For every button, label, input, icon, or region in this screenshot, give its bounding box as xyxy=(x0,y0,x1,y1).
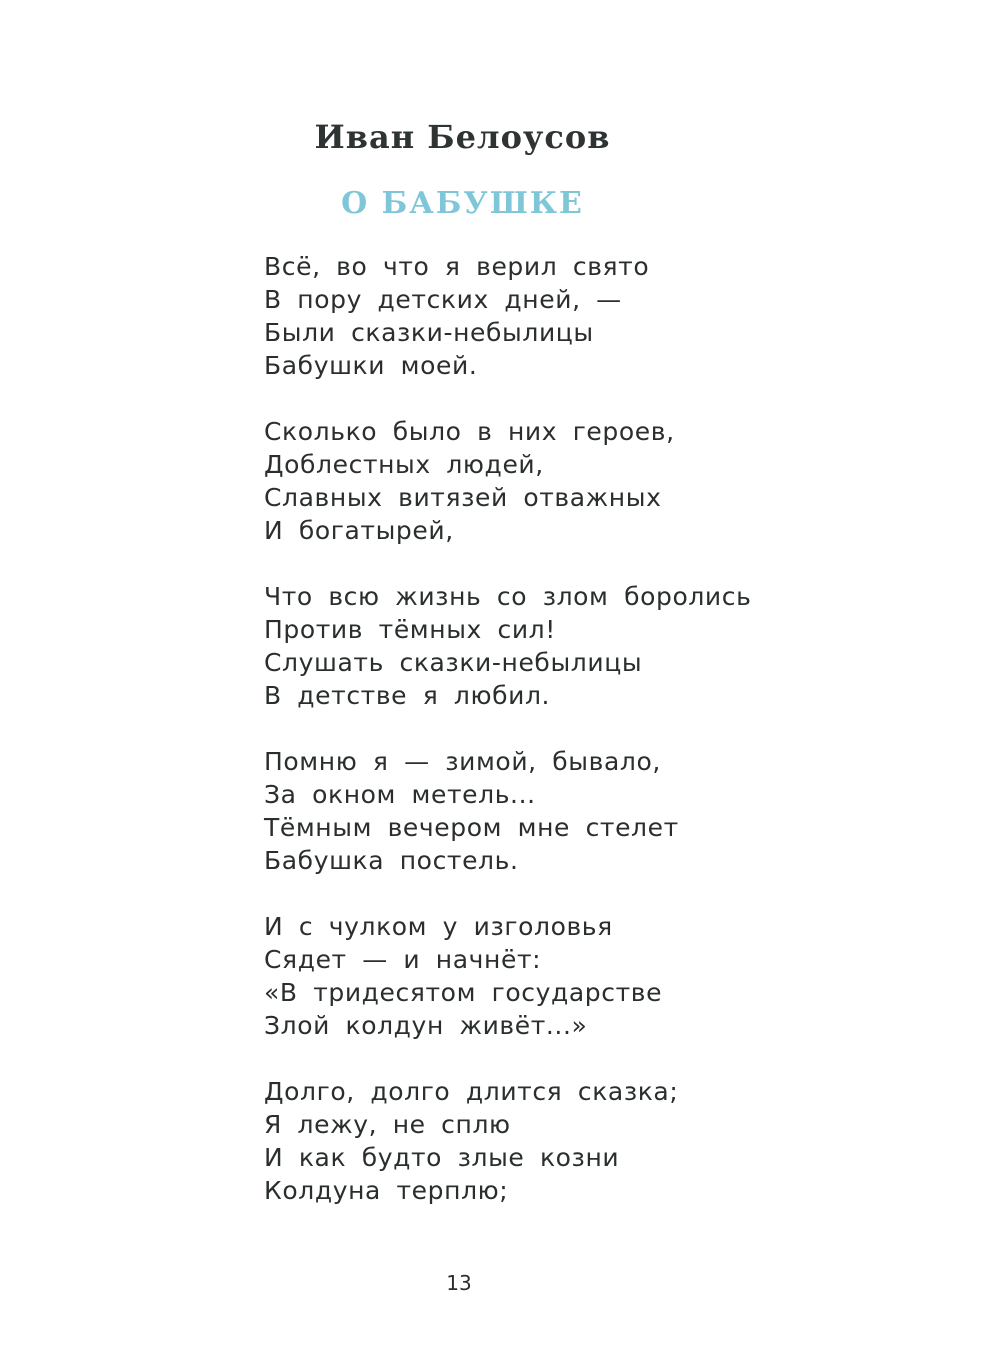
poem-line: Сядет — и начнёт: xyxy=(264,945,542,974)
poem-line: Слушать сказки-небылицы xyxy=(264,648,643,677)
poem-line: Долго, долго длится сказка; xyxy=(264,1077,679,1106)
poem-line: В пору детских дней, — xyxy=(264,285,622,314)
poem-line: «В тридесятом государстве xyxy=(264,978,663,1007)
poem-line: Тёмным вечером мне стелет xyxy=(264,813,679,842)
stanza xyxy=(264,745,751,877)
author-name: Иван Белоусов xyxy=(314,118,611,156)
poem-line: Бабушка постель. xyxy=(264,846,519,875)
poem-line: Я лежу, не сплю xyxy=(264,1110,511,1139)
poem-line: Помню я — зимой, бывало, xyxy=(264,747,661,776)
poem-line: Против тёмных сил! xyxy=(264,615,556,644)
poem-line: И с чулком у изголовья xyxy=(264,912,613,941)
poem-line: Злой колдун живёт...» xyxy=(264,1011,588,1040)
poem-line: Сколько было в них героев, xyxy=(264,417,675,446)
poem-body xyxy=(264,250,751,1240)
stanza xyxy=(264,910,751,1042)
stanza xyxy=(264,1075,751,1207)
poem-line: Бабушки моей. xyxy=(264,351,478,380)
poem-line: Всё, во что я верил свято xyxy=(264,252,650,281)
poem-line: И богатырей, xyxy=(264,516,454,545)
poem-line: За окном метель... xyxy=(264,780,536,809)
poem-line: Колдуна терплю; xyxy=(264,1176,509,1205)
poem-line: Были сказки-небылицы xyxy=(264,318,594,347)
stanza xyxy=(264,580,751,712)
poem-line: Доблестных людей, xyxy=(264,450,544,479)
page-number: 13 xyxy=(446,1271,472,1295)
stanza xyxy=(264,250,751,382)
stanza xyxy=(264,415,751,547)
poem-title: О БАБУШКЕ xyxy=(341,186,584,221)
poem-line: Что всю жизнь со злом боролись xyxy=(264,582,752,611)
poem-line: В детстве я любил. xyxy=(264,681,551,710)
poem-line: Славных витязей отважных xyxy=(264,483,662,512)
poem-line: И как будто злые козни xyxy=(264,1143,620,1172)
